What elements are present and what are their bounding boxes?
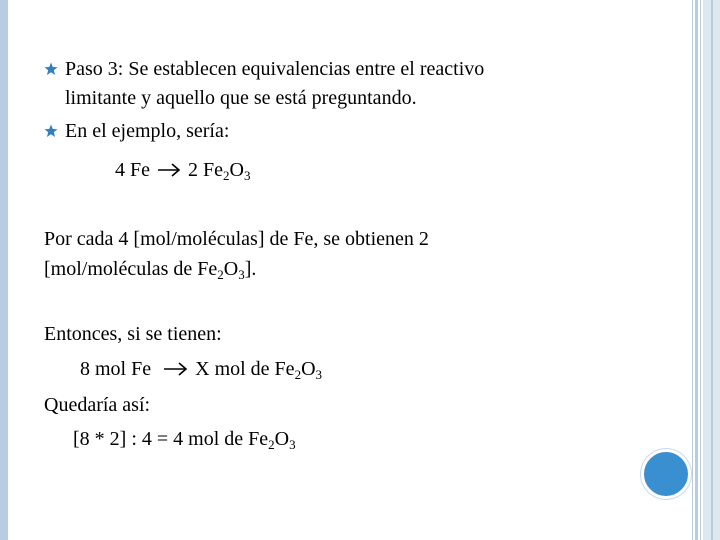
right-decorative-line [692,0,693,540]
formula-part: O [229,159,244,181]
formula-part: O [274,428,290,450]
bullet-1-line-2: limitante y aquello que se está preguntando. [65,87,417,109]
paragraph-2-intro: Entonces, si se tienen: [44,323,222,345]
equation-1-right: 2 Fe [188,159,223,181]
right-decorative-line [711,0,713,540]
formula-text: ]. [244,258,257,280]
right-arrow-icon [155,162,183,178]
result-text: [8 * 2] : 4 = 4 mol de Fe [73,428,269,450]
bullet-1-line-1: Paso 3: Se establecen equivalencias entre el reactivo [65,58,485,80]
subscript: 2 [268,437,275,452]
formula-part: O [223,258,239,280]
equation-1 [115,158,250,182]
right-decorative-line [700,0,701,540]
subscript: 3 [315,367,323,382]
equation-1-left: 4 Fe [115,159,150,181]
right-decorative-line [695,0,698,540]
paragraph-1-line-1: Por cada 4 [mol/moléculas] de Fe, se obtienen 2 [44,228,429,250]
paragraph-1-line-2 [44,257,256,281]
result-intro: Quedaría así: [44,394,151,416]
formula-text: [mol/moléculas de Fe [44,258,218,280]
left-border-strip [0,0,8,540]
right-arrow-icon [156,361,190,377]
formula-part: O [301,358,316,380]
subscript: 2 [294,367,302,382]
equation-2-right: X mol de Fe [195,358,295,380]
subscript: 3 [238,267,245,282]
subscript: 3 [289,437,296,452]
bullet-2-line-1: En el ejemplo, sería: [65,120,230,142]
equation-2-left: 8 mol Fe [80,358,152,380]
equation-2 [80,357,322,381]
star-bullet-icon [44,124,58,138]
subscript: 2 [217,267,224,282]
decorative-circle [641,449,691,499]
star-bullet-icon [44,62,58,76]
subscript: 2 [223,168,230,183]
result-line [73,427,296,451]
subscript: 3 [243,168,251,183]
